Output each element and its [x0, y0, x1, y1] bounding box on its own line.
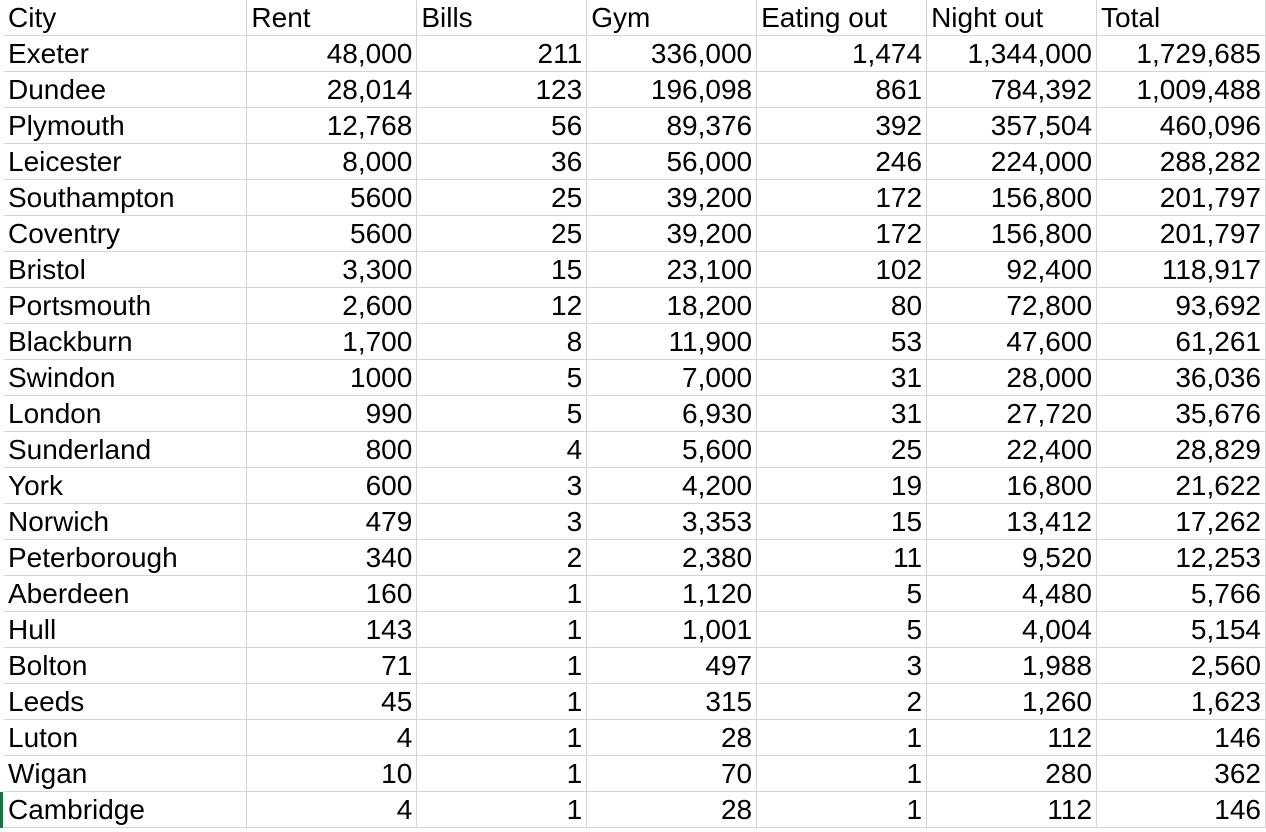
- cell-bills[interactable]: 123: [417, 72, 587, 108]
- cell-eating-out[interactable]: 1,474: [757, 36, 927, 72]
- cell-bills[interactable]: 1: [417, 756, 587, 792]
- cell-rent[interactable]: 340: [247, 540, 417, 576]
- cell-bills[interactable]: 25: [417, 180, 587, 216]
- table-row: [4, 360, 1266, 396]
- cell-night-out[interactable]: 4,480: [927, 576, 1097, 612]
- cell-bills[interactable]: 5: [417, 360, 587, 396]
- table-row: [4, 720, 1266, 756]
- cell-night-out[interactable]: 280: [927, 756, 1097, 792]
- cell-city[interactable]: Peterborough: [4, 540, 247, 576]
- cell-night-out[interactable]: 784,392: [927, 72, 1097, 108]
- table-row: [4, 756, 1266, 792]
- cell-bills[interactable]: 1: [417, 792, 587, 828]
- table-row: [4, 684, 1266, 720]
- cell-rent[interactable]: 600: [247, 468, 417, 504]
- header-cell-bills[interactable]: Bills: [417, 0, 587, 36]
- cell-eating-out[interactable]: 5: [757, 576, 927, 612]
- cell-city[interactable]: Norwich: [4, 504, 247, 540]
- cell-bills[interactable]: 8: [417, 324, 587, 360]
- cell-night-out[interactable]: 27,720: [927, 396, 1097, 432]
- cell-bills[interactable]: 2: [417, 540, 587, 576]
- cell-night-out[interactable]: 4,004: [927, 612, 1097, 648]
- cell-total[interactable]: 93,692: [1097, 288, 1266, 324]
- cell-eating-out[interactable]: 31: [757, 360, 927, 396]
- cell-gym[interactable]: 497: [587, 648, 757, 684]
- table-row: [4, 216, 1266, 252]
- cell-gym[interactable]: 11,900: [587, 324, 757, 360]
- cell-total[interactable]: 28,829: [1097, 432, 1266, 468]
- cell-gym[interactable]: 70: [587, 756, 757, 792]
- cell-total[interactable]: 5,766: [1097, 576, 1266, 612]
- cell-bills[interactable]: 1: [417, 720, 587, 756]
- cell-bills[interactable]: 1: [417, 684, 587, 720]
- cell-rent[interactable]: 143: [247, 612, 417, 648]
- cell-gym[interactable]: 3,353: [587, 504, 757, 540]
- cell-night-out[interactable]: 1,260: [927, 684, 1097, 720]
- cell-rent[interactable]: 4: [247, 792, 417, 828]
- cell-city[interactable]: London: [4, 396, 247, 432]
- cell-rent[interactable]: 5600: [247, 180, 417, 216]
- cell-rent[interactable]: 2,600: [247, 288, 417, 324]
- cell-eating-out[interactable]: 15: [757, 504, 927, 540]
- cell-gym[interactable]: 39,200: [587, 180, 757, 216]
- cell-bills[interactable]: 1: [417, 612, 587, 648]
- cell-gym[interactable]: 1,120: [587, 576, 757, 612]
- table-row: [4, 72, 1266, 108]
- cell-gym[interactable]: 315: [587, 684, 757, 720]
- cell-total[interactable]: 36,036: [1097, 360, 1266, 396]
- header-row: [4, 0, 1266, 36]
- cell-eating-out[interactable]: 102: [757, 252, 927, 288]
- cell-total[interactable]: 460,096: [1097, 108, 1266, 144]
- cell-eating-out[interactable]: 31: [757, 396, 927, 432]
- cell-night-out[interactable]: 1,988: [927, 648, 1097, 684]
- cell-rent[interactable]: 479: [247, 504, 417, 540]
- cell-city[interactable]: York: [4, 468, 247, 504]
- cell-gym[interactable]: 18,200: [587, 288, 757, 324]
- cell-night-out[interactable]: 156,800: [927, 216, 1097, 252]
- cell-city[interactable]: Sunderland: [4, 432, 247, 468]
- cell-bills[interactable]: 3: [417, 504, 587, 540]
- cell-gym[interactable]: 5,600: [587, 432, 757, 468]
- cell-eating-out[interactable]: 53: [757, 324, 927, 360]
- cell-bills[interactable]: 3: [417, 468, 587, 504]
- cell-gym[interactable]: 1,001: [587, 612, 757, 648]
- cell-eating-out[interactable]: 172: [757, 216, 927, 252]
- cell-total[interactable]: 118,917: [1097, 252, 1266, 288]
- cell-gym[interactable]: 7,000: [587, 360, 757, 396]
- cell-night-out[interactable]: 13,412: [927, 504, 1097, 540]
- cell-total[interactable]: 12,253: [1097, 540, 1266, 576]
- cell-night-out[interactable]: 92,400: [927, 252, 1097, 288]
- table-row: [4, 144, 1266, 180]
- cell-eating-out[interactable]: 246: [757, 144, 927, 180]
- cell-city[interactable]: Leicester: [4, 144, 247, 180]
- cell-total[interactable]: 1,009,488: [1097, 72, 1266, 108]
- cell-total[interactable]: 2,560: [1097, 648, 1266, 684]
- cell-city[interactable]: Luton: [4, 720, 247, 756]
- cell-rent[interactable]: 28,014: [247, 72, 417, 108]
- cell-gym[interactable]: 4,200: [587, 468, 757, 504]
- cell-rent[interactable]: 4: [247, 720, 417, 756]
- cell-night-out[interactable]: 22,400: [927, 432, 1097, 468]
- cell-bills[interactable]: 56: [417, 108, 587, 144]
- cell-city[interactable]: Cambridge: [4, 792, 247, 828]
- cell-eating-out[interactable]: 1: [757, 720, 927, 756]
- cell-rent[interactable]: 12,768: [247, 108, 417, 144]
- cell-night-out[interactable]: 112: [927, 792, 1097, 828]
- table-row: [4, 612, 1266, 648]
- cell-gym[interactable]: 196,098: [587, 72, 757, 108]
- table-row: [4, 396, 1266, 432]
- cell-city[interactable]: Bristol: [4, 252, 247, 288]
- cell-total[interactable]: 288,282: [1097, 144, 1266, 180]
- cell-eating-out[interactable]: 1: [757, 756, 927, 792]
- cell-rent[interactable]: 1000: [247, 360, 417, 396]
- cell-total[interactable]: 17,262: [1097, 504, 1266, 540]
- table-row: [4, 540, 1266, 576]
- cell-gym[interactable]: 28: [587, 720, 757, 756]
- cell-total[interactable]: 146: [1097, 792, 1266, 828]
- cell-city[interactable]: Wigan: [4, 756, 247, 792]
- active-cell-indicator: [0, 792, 3, 828]
- cell-eating-out[interactable]: 25: [757, 432, 927, 468]
- cell-gym[interactable]: 56,000: [587, 144, 757, 180]
- cell-night-out[interactable]: 156,800: [927, 180, 1097, 216]
- cell-bills[interactable]: 25: [417, 216, 587, 252]
- cell-rent[interactable]: 10: [247, 756, 417, 792]
- table-row: [4, 288, 1266, 324]
- cell-rent[interactable]: 8,000: [247, 144, 417, 180]
- cell-total[interactable]: 1,729,685: [1097, 36, 1266, 72]
- cell-gym[interactable]: 336,000: [587, 36, 757, 72]
- header-cell-rent[interactable]: Rent: [247, 0, 417, 36]
- cell-eating-out[interactable]: 1: [757, 792, 927, 828]
- cell-total[interactable]: 201,797: [1097, 216, 1266, 252]
- cell-total[interactable]: 35,676: [1097, 396, 1266, 432]
- cell-night-out[interactable]: 47,600: [927, 324, 1097, 360]
- table-row: [4, 468, 1266, 504]
- cell-city[interactable]: Leeds: [4, 684, 247, 720]
- table-row: [4, 252, 1266, 288]
- cell-bills[interactable]: 211: [417, 36, 587, 72]
- cell-rent[interactable]: 45: [247, 684, 417, 720]
- cell-rent[interactable]: 800: [247, 432, 417, 468]
- cell-rent[interactable]: 71: [247, 648, 417, 684]
- cell-eating-out[interactable]: 3: [757, 648, 927, 684]
- cell-city[interactable]: Blackburn: [4, 324, 247, 360]
- table-row: [4, 324, 1266, 360]
- cell-bills[interactable]: 12: [417, 288, 587, 324]
- cell-city[interactable]: Exeter: [4, 36, 247, 72]
- cell-total[interactable]: 5,154: [1097, 612, 1266, 648]
- table-row: [4, 180, 1266, 216]
- header-cell-gym[interactable]: Gym: [587, 0, 757, 36]
- table-row: [4, 648, 1266, 684]
- cell-rent[interactable]: 48,000: [247, 36, 417, 72]
- cell-night-out[interactable]: 16,800: [927, 468, 1097, 504]
- cell-city[interactable]: Coventry: [4, 216, 247, 252]
- cell-night-out[interactable]: 1,344,000: [927, 36, 1097, 72]
- header-cell-night-out[interactable]: Night out: [927, 0, 1097, 36]
- cell-total[interactable]: 201,797: [1097, 180, 1266, 216]
- cell-rent[interactable]: 1,700: [247, 324, 417, 360]
- cell-rent[interactable]: 160: [247, 576, 417, 612]
- cell-city[interactable]: Bolton: [4, 648, 247, 684]
- cell-city[interactable]: Southampton: [4, 180, 247, 216]
- cell-bills[interactable]: 36: [417, 144, 587, 180]
- cell-bills[interactable]: 5: [417, 396, 587, 432]
- cell-city[interactable]: Dundee: [4, 72, 247, 108]
- cell-gym[interactable]: 2,380: [587, 540, 757, 576]
- table-row: [4, 36, 1266, 72]
- header-cell-total[interactable]: Total: [1097, 0, 1266, 36]
- cell-gym[interactable]: 23,100: [587, 252, 757, 288]
- cell-total[interactable]: 362: [1097, 756, 1266, 792]
- cell-eating-out[interactable]: 80: [757, 288, 927, 324]
- table-row: [4, 792, 1266, 828]
- cell-night-out[interactable]: 28,000: [927, 360, 1097, 396]
- cell-city[interactable]: Hull: [4, 612, 247, 648]
- cell-rent[interactable]: 990: [247, 396, 417, 432]
- cell-total[interactable]: 1,623: [1097, 684, 1266, 720]
- header-cell-city[interactable]: City: [4, 0, 247, 36]
- cell-gym[interactable]: 6,930: [587, 396, 757, 432]
- cell-bills[interactable]: 1: [417, 576, 587, 612]
- cell-city[interactable]: Swindon: [4, 360, 247, 396]
- cell-total[interactable]: 146: [1097, 720, 1266, 756]
- cell-city[interactable]: Plymouth: [4, 108, 247, 144]
- cell-total[interactable]: 61,261: [1097, 324, 1266, 360]
- cell-night-out[interactable]: 357,504: [927, 108, 1097, 144]
- cell-bills[interactable]: 15: [417, 252, 587, 288]
- cell-gym[interactable]: 89,376: [587, 108, 757, 144]
- header-cell-eating-out[interactable]: Eating out: [757, 0, 927, 36]
- cell-city[interactable]: Portsmouth: [4, 288, 247, 324]
- cell-rent[interactable]: 3,300: [247, 252, 417, 288]
- cell-eating-out[interactable]: 19: [757, 468, 927, 504]
- cell-gym[interactable]: 39,200: [587, 216, 757, 252]
- table-row: [4, 432, 1266, 468]
- cell-night-out[interactable]: 72,800: [927, 288, 1097, 324]
- cell-gym[interactable]: 28: [587, 792, 757, 828]
- cell-total[interactable]: 21,622: [1097, 468, 1266, 504]
- table-row: [4, 504, 1266, 540]
- cell-night-out[interactable]: 224,000: [927, 144, 1097, 180]
- cell-night-out[interactable]: 112: [927, 720, 1097, 756]
- cell-eating-out[interactable]: 172: [757, 180, 927, 216]
- spreadsheet-grid: [4, 0, 1266, 828]
- cell-eating-out[interactable]: 5: [757, 612, 927, 648]
- table-row: [4, 576, 1266, 612]
- cell-eating-out[interactable]: 392: [757, 108, 927, 144]
- cell-bills[interactable]: 1: [417, 648, 587, 684]
- cell-city[interactable]: Aberdeen: [4, 576, 247, 612]
- cell-rent[interactable]: 5600: [247, 216, 417, 252]
- cell-bills[interactable]: 4: [417, 432, 587, 468]
- cell-night-out[interactable]: 9,520: [927, 540, 1097, 576]
- cell-eating-out[interactable]: 861: [757, 72, 927, 108]
- table-row: [4, 108, 1266, 144]
- cell-eating-out[interactable]: 11: [757, 540, 927, 576]
- cell-eating-out[interactable]: 2: [757, 684, 927, 720]
